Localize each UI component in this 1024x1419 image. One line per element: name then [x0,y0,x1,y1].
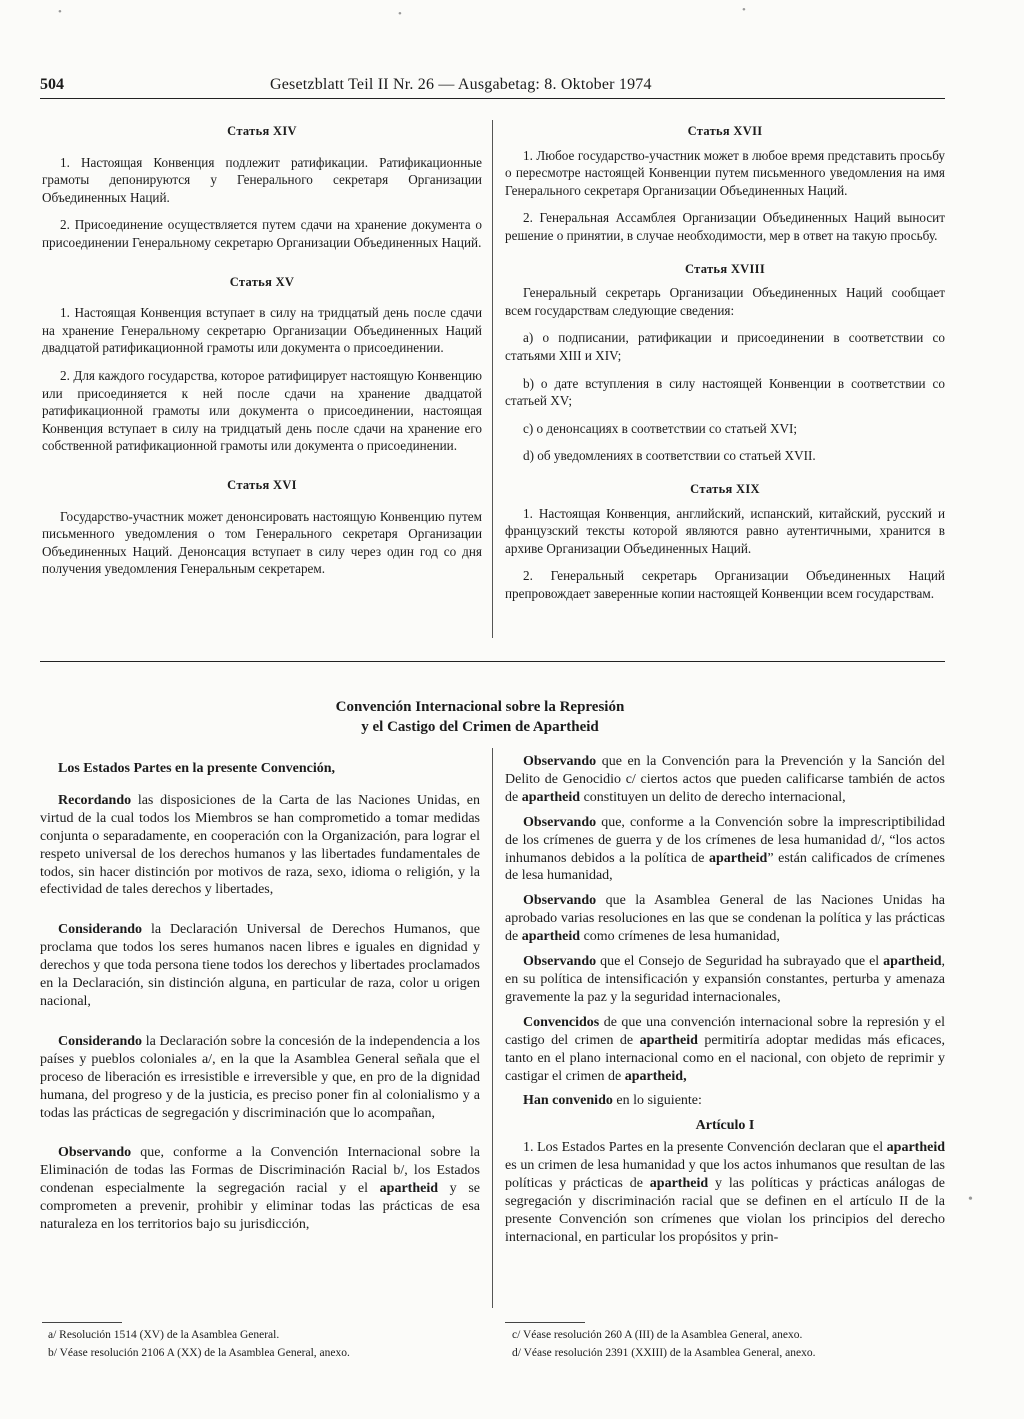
article-1-title: Artículo I [695,1118,755,1134]
article-16-para-1: Государство-участник может денонсировать настоящую Конвенцию путем письменного уведомления о том Генерального секретаря Организации Объединенных Наций. Денонсация вступает в силу через один год со дня получения уведомления Генеральным секретарем. [42,508,482,577]
article-15-para-2: 2. Для каждого государства, которое ратифицирует настоящую Конвенцию или присоединяется к ней после сдачи на хранение двадцатой ратификационной грамоты или документа о присоединении, настоящая Конвенция вступает в силу на тридцатый день после сдачи на хранение его собственной ратификационной грамоты или документа о присоединении. [42,367,482,454]
title-line-1: Convención Internacional sobre la Represión [335,699,625,715]
han-convenido-paragraph: Han convenido en lo siguiente: [523,1093,702,1109]
recordando-paragraph: Recordando las disposiciones de la Carta de las Naciones Unidas, en virtud de la cual todos los Miembros se han comprometido a tomar medidas conjunta o separadamente, en cooperación con la Organización, para lograr el respeto universal de los derechos humanos y las libertades fundamentales de todos, sin hacer distinción por motivos de raza, sexo, idioma o religión, y la efectividad de tales derechos y libertades, [40,792,480,898]
convencidos-paragraph: Convencidos de que una convención internacional sobre la represión y el castigo del crimen de apartheid permitiría adoptar medidas más eficaces, tanto en el plano internacional como en el nacional, con objeto de reprimir y castigar el crimen de apartheid, [505,1014,945,1084]
article-19-title: Статья XIX [690,481,760,496]
footnotes-left [48,1326,488,1362]
article-15-para-1: 1. Настоящая Конвенция вступает в силу на тридцатый день после сдачи на хранение Генеральному секретарю Организации Объединенных Наций двадцатой ратификационной грамоты или документа о присоединении. [42,305,482,356]
footnotes-right [512,1326,952,1362]
russian-right-column [505,123,945,612]
lead-word: Observando [58,1145,132,1161]
lead-word: Considerando [58,1033,143,1049]
article-16-title: Статья XVI [227,477,297,492]
article-14-title: Статья XIV [227,124,297,138]
considerando-paragraph-2: Considerando la Declaración sobre la concesión de la independencia a los países y pueblos coloniales a/, en la que la Asamblea General señala que el proceso de liberación es irresistible e irreversible y que, en pro de la dignidad humana, del progreso y de la justicia, es preciso poner fin al colonialismo y a todas las prácticas de segregación y discriminación que lo acompañan, [40,1033,480,1121]
article-19-para-1: 1. Настоящая Конвенция, английский, испанский, китайский, русский и французский тексты которой являются равно аутентичными, хранится в архиве Организации Объединенных Наций. [505,505,945,556]
article-18-item-a: a) о подписании, ратификации и присоединении в соответствии со статьями XIII и XIV; [505,330,945,363]
lead-word: Considerando [58,922,143,938]
spanish-left-column [40,760,480,1246]
article-14-para-1: 1. Настоящая Конвенция подлежит ратификации. Ратификационные грамоты депонируются у Генерального секретаря Организации Объединенных Наций. [42,154,482,205]
lead-word: Recordando [58,792,132,808]
article-18-item-c: c) о денонсациях в соответствии со статьей XVI; [523,420,798,436]
section-separator [40,661,945,662]
observando-paragraph-left: Observando que, conforme a la Convención Internacional sobre la Eliminación de todas las Formas de Discriminación Racial b/, los Estados condenan especialmente la segregación racial y el apartheid y se comprometen a prevenir, prohibir y eliminar todas las prácticas de esa naturaleza en los territorios bajo su jurisdicción, [40,1145,480,1233]
article-14-para-2: 2. Присоединение осуществляется путем сдачи на хранение документа о присоединении Генеральному секретарю Организации Объединенных Наций. [42,217,482,250]
preamble-intro: Los Estados Partes en la presente Convención, [58,761,336,776]
article-15-title: Статья XV [229,274,295,289]
footnote-rule-left [42,1322,122,1323]
page-number: 504 [40,76,64,93]
footnote-d: d/ Véase resolución 2391 (XXIII) de la Asamblea General, anexo. [512,1347,816,1359]
scan-speck: • [968,1192,973,1207]
article-17-para-2: 2. Генеральная Ассамблея Организации Объединенных Наций выносит решение о принятии, в случае необходимости, мер в ответ на такую просьбу. [505,210,945,243]
article-1-para-1: 1. Los Estados Partes en la presente Convención declaran que el apartheid es un crimen de lesa humanidad y que los actos inhumanos que resultan de las políticas y prácticas de apartheid y las políticas y prácticas análogas de segregación y discriminación racial que se definen en el artículo II de la presente Convención son crímenes que violan los principios del derecho internacional, en particular los propósitos y prin- [505,1140,945,1245]
footnote-b: b/ Véase resolución 2106 A (XX) de la Asamblea General, anexo. [48,1347,350,1359]
observando-paragraph-1: Observando que en la Convención para la Prevención y la Sanción del Delito de Genocidio c/ ciertos actos que pueden calificarse también de actos de apartheid constituyen un delito de derecho internacional, [505,754,945,805]
article-18-title: Статья XVIII [685,261,765,276]
article-17-title: Статья XVII [687,124,763,138]
footnote-rule-right [505,1322,585,1323]
column-divider [492,120,493,638]
scan-speck: • [398,8,402,20]
observando-paragraph-2: Observando que, conforme a la Convención sobre la imprescriptibilidad de los crímenes de guerra y de los crímenes de lesa humanidad d/, “los actos inhumanos debidos a la política de apartheid” están calificados de crímenes de lesa humanidad, [505,814,945,884]
article-18-item-d: d) об уведомлениях в соответствии со статьей XVII. [523,448,816,464]
footnote-a: a/ Resolución 1514 (XV) de la Asamblea General. [48,1329,280,1341]
spanish-right-column [505,753,945,1254]
spanish-convention-title [200,697,760,737]
scan-speck: • [58,6,62,18]
observando-paragraph-4: Observando que el Consejo de Seguridad ha subrayado que el apartheid, en su política de intensificación y expansión constantes, perturba y amenaza gravemente la paz y la seguridad internacionales, [505,954,945,1005]
article-17-para-1: 1. Любое государство-участник может в любое время представить просьбу о пересмотре настоящей Конвенции путем письменного уведомления на имя Генерального секретаря Организации Объединенных Наций. [505,147,945,198]
article-18-para-1: Генеральный секретарь Организации Объединенных Наций сообщает всем государствам следующие сведения: [505,285,945,318]
scan-speck: • [742,4,746,16]
column-divider-lower [492,748,493,1308]
observando-paragraph-3: Observando que la Asamblea General de las Naciones Unidas ha aprobado varias resoluciones en las que se condenan la política y las prácticas de apartheid como crímenes de lesa humanidad, [505,893,945,945]
article-19-para-2: 2. Генеральный секретарь Организации Объединенных Наций препровождает заверенные копии настоящей Конвенции всем государствам. [505,568,945,601]
footnote-c: c/ Véase resolución 260 A (III) de la Asamblea General, anexo. [512,1329,803,1341]
russian-left-column [42,123,482,588]
considerando-paragraph-1: Considerando la Declaración Universal de Derechos Humanos, que proclama que todos los seres humanos nacen libres e iguales en dignidad y derechos y que toda persona tiene todos los derechos y libertades proclamados en la Declaración, sin distinción alguna, en particular de raza, color u origen nacional, [40,922,480,1009]
page-header [40,74,945,99]
title-line-2: y el Castigo del Crimen de Apartheid [361,719,599,735]
article-18-item-b: b) о дате вступления в силу настоящей Конвенции в соответствии со статьей XV; [505,375,945,409]
gazette-title: Gesetzblatt Teil II Nr. 26 — Ausgabetag: 8. Oktober 1974 [270,76,652,93]
